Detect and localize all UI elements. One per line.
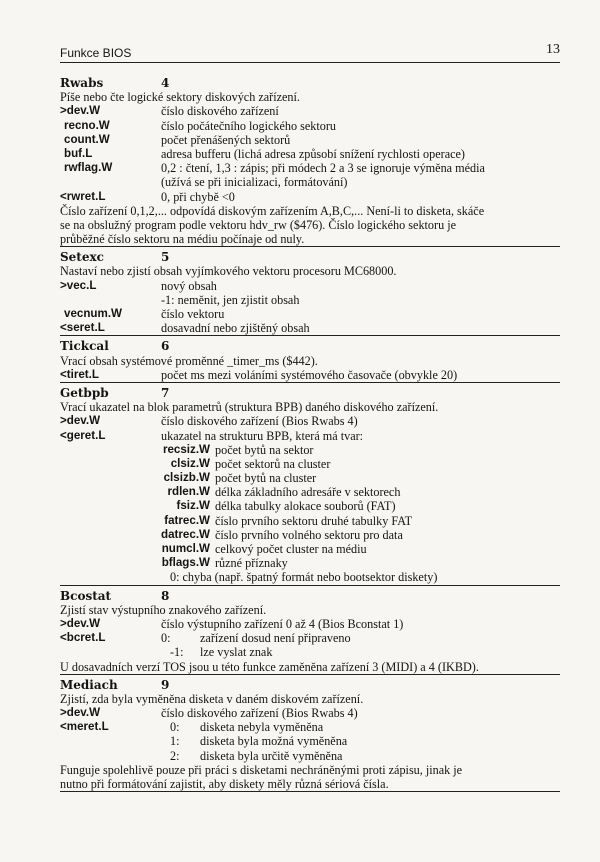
error-row: 0: chyba (např. špatný formát nebo bootsektor diskety) [60,570,560,585]
function-number: 8 [161,588,170,603]
bpb-field-row: fatrec.W číslo prvního sektoru druhé tabulky FAT [164,513,413,528]
note-line: Číslo zařízení 0,1,2,... odpovídá diskovým zařízením A,B,C,... Není-li to disketa, skáče [60,203,485,218]
return-row: <rwret.L 0, při chybě <0 [60,189,235,204]
page-header [60,42,560,63]
function-number: 9 [161,677,170,692]
note-line: U dosavadních verzí TOS jsou u této funkce zaměněna zařízení 3 (MIDI) a 4 (IKBD). [60,660,560,675]
param-row: recno.W číslo počátečního logického sektoru [64,118,336,133]
function-number: 6 [161,339,170,354]
return-row: <geret.L ukazatel na strukturu BPB, která má tvar: [60,428,364,443]
function-number: 5 [161,250,170,265]
function-name: Tickcal [60,339,109,354]
function-number: 4 [161,76,170,90]
function-description: Zjistí stav výstupního znakového zařízení. [60,602,267,617]
page-number: 13 [546,42,560,57]
param-continuation: (užívá se při inicializaci, formátování) [161,175,348,190]
function-description: Nastaví nebo zjistí obsah vyjímkového vektoru procesoru MC68000. [60,264,397,279]
function-name: Setexc [60,250,104,265]
return-value-row: 2: disketa byla určitě vyměněna [170,748,343,763]
return-value-row: -1: lze vyslat znak [170,645,273,660]
section-setexc-heading [60,250,560,264]
return-row: <meret.L 0: disketa nebyla vyměněna [60,720,324,735]
function-description: Píše nebo čte logické sektory diskových zařízení. [60,90,300,105]
section-getbpb-heading [60,386,560,400]
param-row: >dev.W číslo výstupního zařízení 0 až 4 (Bios Bconstat 1) [60,616,404,631]
return-value-row: 1: disketa byla možná vyměněna [170,734,348,749]
return-row: <seret.L dosavadní nebo zjištěný obsah [60,321,560,336]
bpb-field-row: bflags.W různé příznaky [161,556,288,571]
param-row: count.W počet přenášených sektorů [64,132,291,147]
function-name: Mediach [60,677,118,692]
bpb-field-row: clsiz.W počet sektorů na cluster [170,456,331,471]
section-bcostat-heading [60,589,560,603]
param-row: >dev.W číslo diskového zařízení [60,104,279,119]
bpb-field-row: rdlen.W délka základního adresáře v sektorech [167,485,401,500]
param-row: >dev.W číslo diskového zařízení (Bios Rwabs 4) [60,414,358,429]
param-continuation: -1: neměnit, jen zjistit obsah [161,292,300,307]
note-line: průběžné číslo sektoru na médiu počínaje od nuly. [60,232,560,247]
param-row: >vec.L nový obsah [60,278,217,293]
function-description: Vrací ukazatel na blok parametrů (struktura BPB) daného diskového zařízení. [60,400,439,415]
bpb-field-row: recsiz.W počet bytů na sektor [162,442,314,457]
function-description: Vrací obsah systémové proměnné _timer_ms ($442). [60,353,318,368]
section-rwabs-heading [60,76,560,90]
note-line: nutno při formátování zajistit, aby diskety měly různá sériová čísla. [60,777,560,792]
bpb-field-row: datrec.W číslo prvního volného sektoru pro data [161,527,403,542]
note-line: se na obslužný program podle vektoru hdv_rw ($476). Číslo logického sektoru je [60,217,457,232]
function-number: 7 [161,385,170,400]
param-row: >dev.W číslo diskového zařízení (Bios Rwabs 4) [60,706,358,721]
return-row: <bcret.L 0: zařízení dosud není připraveno [60,631,351,646]
function-name: Rwabs [60,76,104,90]
function-name: Bcostat [60,588,112,603]
page-content [60,76,560,792]
bpb-field-row: fsiz.W délka tabulky alokace souborů (FAT) [176,499,396,514]
bpb-field-row: numcl.W celkový počet cluster na médiu [161,542,367,556]
note-line: Funguje spolehlivě pouze při práci s disketami nechráněnými proti zápisu, jinak je [60,762,463,777]
function-description: Zjistí, zda byla vyměněna disketa v daném diskovém zařízení. [60,691,364,706]
param-row: vecnum.W číslo vektoru [64,307,225,321]
function-name: Getbpb [60,385,109,400]
param-row: buf.L adresa bufferu (lichá adresa způsobí snížení rychlosti operace) [64,146,465,161]
param-row: rwflag.W 0,2 : čtení, 1,3 : zápis; při módech 2 a 3 se ignoruje výměna média [64,161,485,176]
bpb-field-row: clsizb.W počet bytů na cluster [163,471,317,486]
section-tickcal-heading [60,339,560,353]
header-title: Funkce BIOS [60,46,132,60]
section-mediach-heading [60,678,560,692]
return-row: <tiret.L počet ms mezi voláními systémového časovače (obvykle 20) [60,368,560,383]
